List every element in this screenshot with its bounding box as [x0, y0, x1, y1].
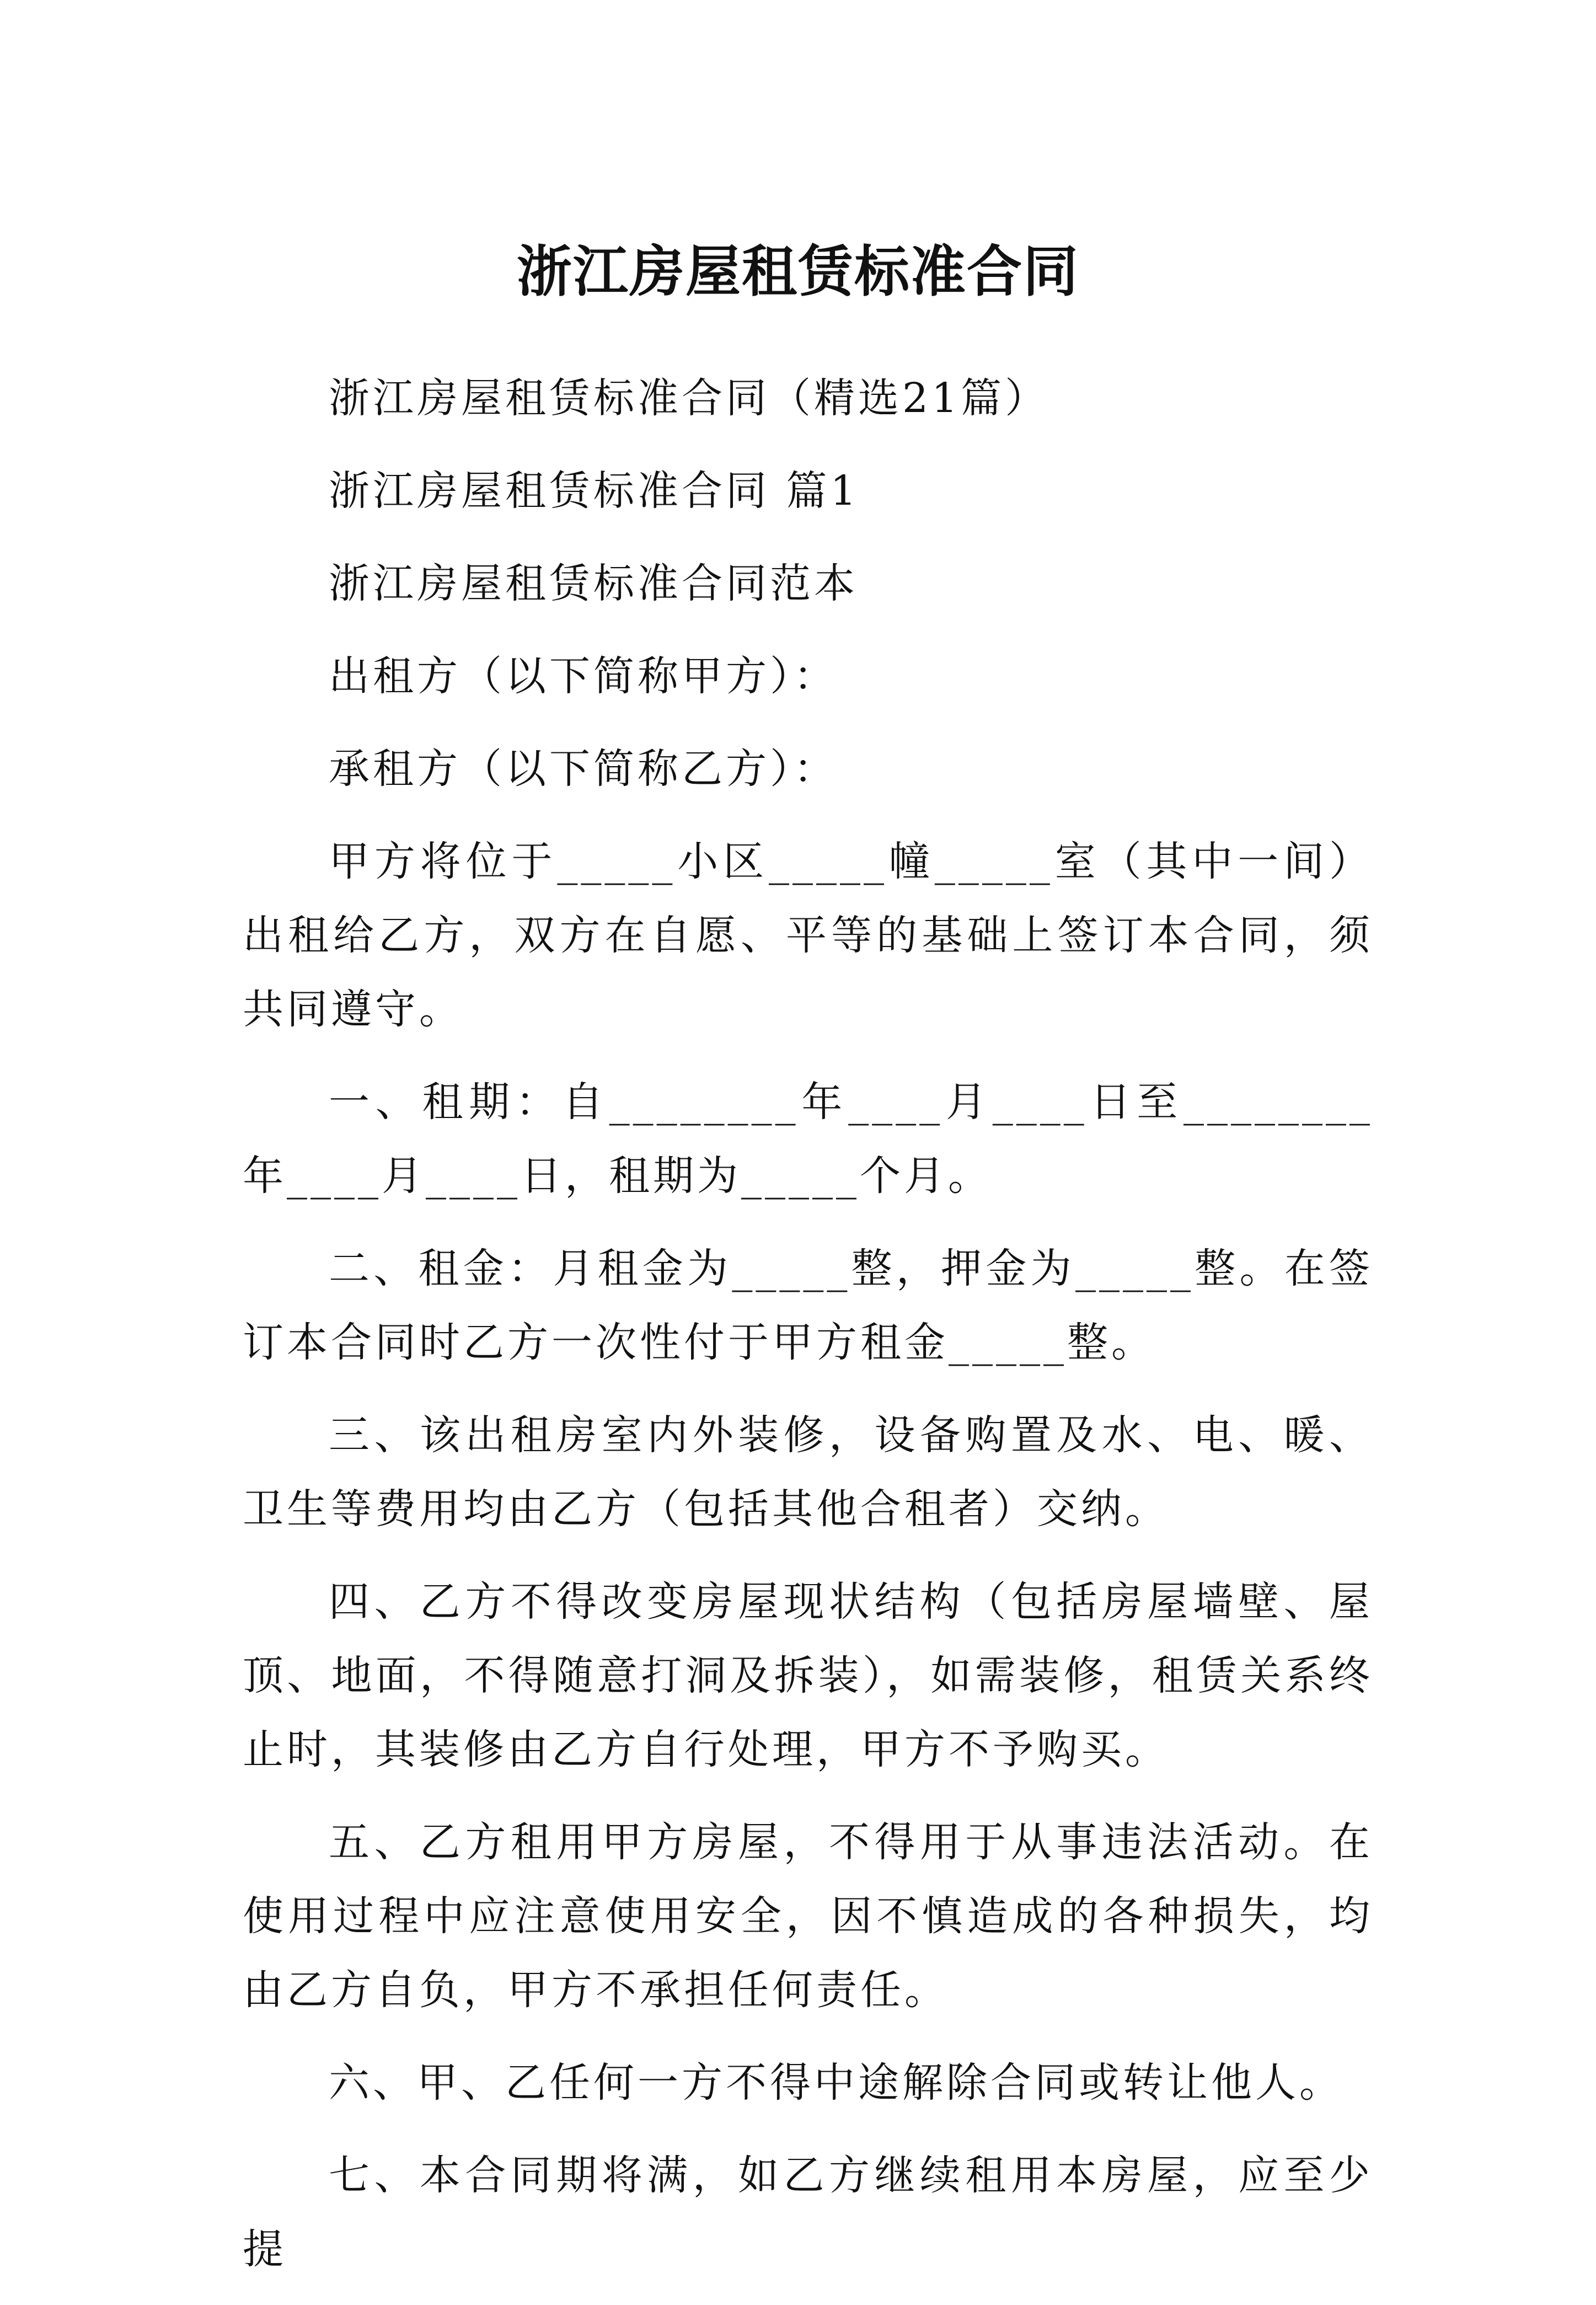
- document-title: 浙江房屋租赁标准合同: [517, 239, 1079, 304]
- paragraph-section-heading: 浙江房屋租赁标准合同 篇1: [329, 467, 860, 515]
- clause-renewal: 七、本合同期将满，如乙方继续租用本房屋，应至少提: [243, 2152, 1373, 2273]
- clause-lawful-use: 五、乙方租用甲方房屋，不得用于从事违法活动。在使用过程中应注意使用安全，因不慎造成的各种损失，均由乙方自负，甲方不承担任何责任。: [243, 1819, 1373, 2014]
- clause-term: 一、租期：自________年____月____日至________年____月____日，租期为_____个月。: [243, 1078, 1373, 1200]
- paragraph-lessee: 承租方（以下简称乙方）：: [329, 745, 838, 793]
- paragraph-premises: 甲方将位于_____小区_____幢_____室（其中一间）出租给乙方，双方在自愿、平等的基础上签订本合同，须共同遵守。: [243, 838, 1373, 1033]
- clause-no-termination: 六、甲、乙任何一方不得中途解除合同或转让他人。: [329, 2059, 1343, 2106]
- clause-rent: 二、租金：月租金为_____整，押金为_____整。在签订本合同时乙方一次性付于甲方租金_____整。: [243, 1245, 1373, 1366]
- clause-fees: 三、该出租房室内外装修，设备购置及水、电、暖、卫生等费用均由乙方（包括其他合租者）交纳。: [243, 1411, 1373, 1533]
- document-body: [243, 361, 1373, 2305]
- paragraph-subtitle: 浙江房屋租赁标准合同（精选21篇）: [329, 375, 1049, 422]
- paragraph-lessor: 出租方（以下简称甲方）：: [329, 653, 838, 700]
- clause-structure: 四、乙方不得改变房屋现状结构（包括房屋墙壁、屋顶、地面，不得随意打洞及拆装），如需装修，租赁关系终止时，其装修由乙方自行处理，甲方不予购买。: [243, 1578, 1373, 1773]
- paragraph-template-heading: 浙江房屋租赁标准合同范本: [329, 560, 858, 607]
